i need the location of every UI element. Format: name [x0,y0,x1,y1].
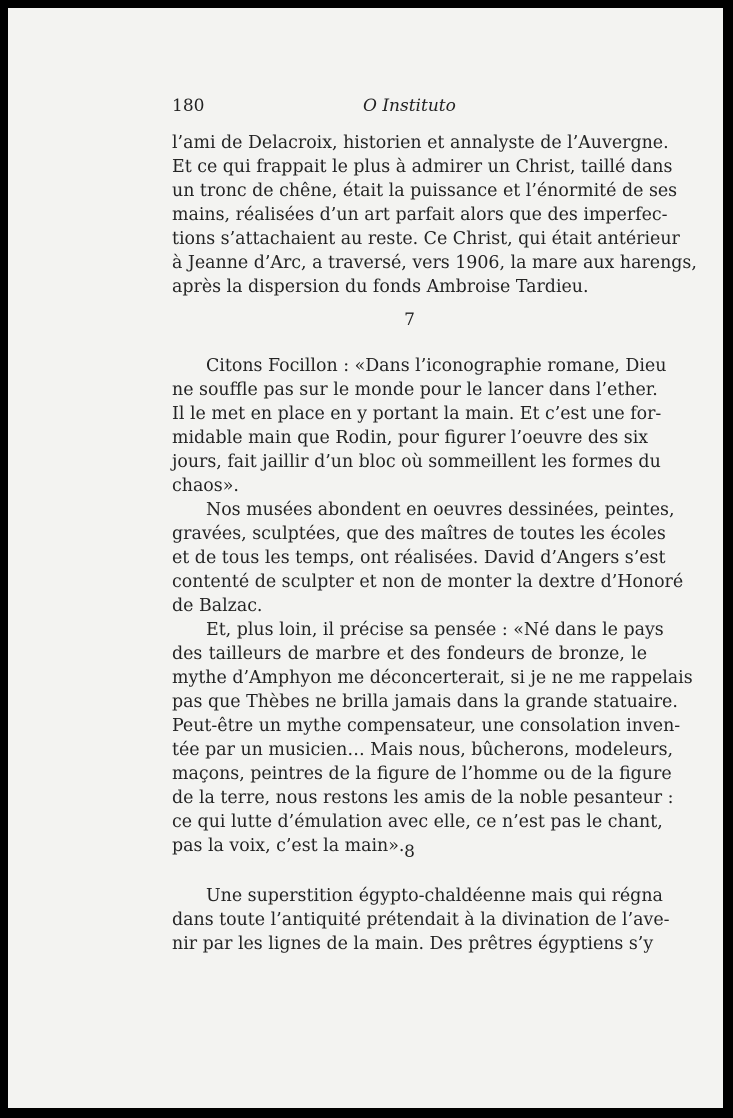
text-line: mains, réalisées d’un art parfait alors que des imperfec- [172,205,668,225]
text-line: Nos musées abondent en oeuvres dessinées, peintes, [206,500,675,520]
text-line: Peut-être un mythe compensateur, une consolation inven- [172,716,681,736]
text-line: tée par un musicien… Mais nous, bûcherons, modeleurs, [172,740,674,760]
text-line: gravées, sculptées, que des maîtres de toutes les écoles [172,524,666,544]
text-line: Citons Focillon : «Dans l’iconographie romane, Dieu [206,356,667,376]
page-number: 180 [172,96,205,116]
page-header [172,96,647,120]
text-line: de Balzac. [172,596,263,616]
text-line: des tailleurs de marbre et des fondeurs de bronze, le [172,644,647,664]
text-line: nir par les lignes de la main. Des prêtres égyptiens s’y [172,934,654,954]
text-line: tions s’attachaient au reste. Ce Christ, qui était antérieur [172,229,680,249]
text-line: chaos». [172,476,239,496]
text-line: l’ami de Delacroix, historien et annalyste de l’Auvergne. [172,133,669,153]
text-line: maçons, peintres de la figure de l’homme ou de la figure [172,764,672,784]
text-line: mythe d’Amphyon me déconcerterait, si je ne me rappelais [172,668,693,688]
text-line: et de tous les temps, ont réalisées. David d’Angers s’est [172,548,666,568]
section-7-paragraph-2 [172,498,684,618]
text-line: dans toute l’antiquité prétendait à la divination de l’ave- [172,910,670,930]
section-number-7: 7 [404,310,415,330]
text-line: Et ce qui frappait le plus à admirer un Christ, taillé dans [172,157,673,177]
text-line: ce qui lutte d’émulation avec elle, ce n’est pas le chant, [172,812,663,832]
section-7-paragraph-1 [172,354,667,498]
top-paragraph [172,131,697,299]
text-line: Il le met en place en y portant la main. Et c’est une for- [172,404,662,424]
running-title: O Instituto [363,96,456,116]
text-line: pas la voix, c’est la main». [172,836,405,856]
text-line: Et, plus loin, il précise sa pensée : «Né dans le pays [206,620,664,640]
text-line: après la dispersion du fonds Ambroise Tardieu. [172,277,589,297]
text-line: un tronc de chêne, était la puissance et l’énormité de ses [172,181,678,201]
section-8-paragraph-1 [172,884,670,956]
text-line: midable main que Rodin, pour figurer l’oeuvre des six [172,428,649,448]
section-7-paragraph-3 [172,618,693,858]
text-line: pas que Thèbes ne brilla jamais dans la grande statuaire. [172,692,678,712]
text-line: contenté de sculpter et non de monter la dextre d’Honoré [172,572,684,592]
text-line: de la terre, nous restons les amis de la noble pesanteur : [172,788,674,808]
book-page [8,8,723,1108]
section-number-8: 8 [404,842,415,862]
text-line: ne souffle pas sur le monde pour le lancer dans l’ether. [172,380,658,400]
text-line: à Jeanne d’Arc, a traversé, vers 1906, la mare aux harengs, [172,253,697,273]
text-line: jours, fait jaillir d’un bloc où sommeillent les formes du [172,452,661,472]
text-line: Une superstition égypto-chaldéenne mais qui régna [206,886,663,906]
